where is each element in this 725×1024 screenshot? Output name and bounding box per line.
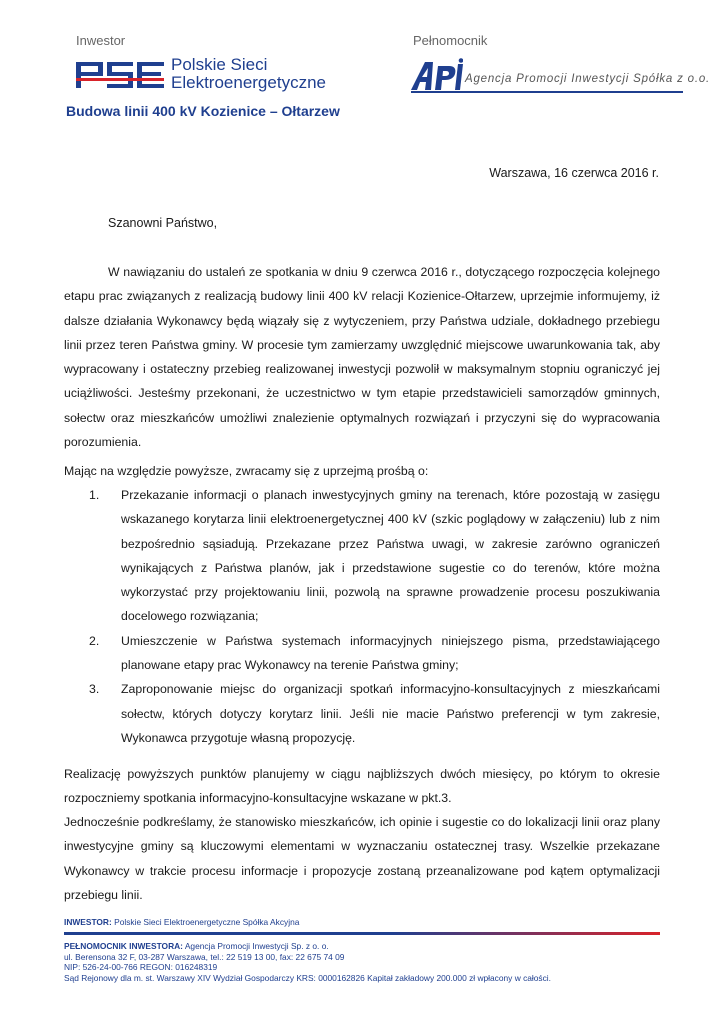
list-item-number: 2.	[89, 633, 100, 648]
footer-proxy-block	[64, 941, 664, 983]
footer-court: Sąd Rejonowy dla m. st. Warszawy XIV Wydział Gospodarczy KRS: 0000162826 Kapitał zakładowy 200.000 zł wpłacony w całości.	[64, 972, 551, 983]
footer-proxy-name: Agencja Promocji Inwestycji Sp. z o. o.	[184, 941, 329, 951]
footer-nip: NIP: 526-24-00-766 REGON: 016248319	[64, 962, 218, 972]
list-item	[64, 629, 660, 678]
list-item	[64, 677, 660, 750]
footer-investor-label: INWESTOR:	[64, 917, 112, 927]
api-underline	[411, 91, 683, 93]
list-item-text: Zaproponowanie miejsc do organizacji spotkań informacyjno-konsultacyjnych z mieszkańcami sołectw, których dotyczy korytarz linii. Jeśli nie macie Państwo preferencji w tym zakresie, Wykonawca przygotuje własną propozycję.	[121, 682, 660, 745]
pse-name-line1: Polskie Sieci	[171, 55, 268, 74]
investor-label: Inwestor	[76, 33, 126, 48]
list-intro: Mając na względzie powyższe, zwracamy się z uprzejmą prośbą o:	[64, 464, 429, 478]
list-item-text: Umieszczenie w Państwa systemach informacyjnych niniejszego pisma, przedstawiającego planowane etapy prac Wykonawcy na terenie Państwa gminy;	[121, 633, 660, 673]
list-item-text: Przekazanie informacji o planach inwestycyjnych gminy na terenach, które pozostają w zasięgu wskazanego korytarza linii elektroenergetycznej 400 kV (szkic poglądowy w załączeniu) lub z nim bezpośrednio sąsiadują. Przekazane przez Państwa uwagi, w zakresie zarówno ograniczeń wynikających z Państwa planów, jak i przedstawione sugestie co do terenów, które można wykorzystać przy projektowaniu linii, pozwolą na sprawne prowadzenie procesu poszukiwania docelowego rozwiązania;	[121, 488, 660, 624]
pse-name-line2: Elektroenergetyczne	[171, 73, 326, 92]
api-logo	[411, 58, 711, 96]
pse-mark-icon	[76, 58, 166, 94]
pse-logo	[76, 56, 346, 96]
footer-investor-name: Polskie Sieci Elektroenergetyczne Spółka Akcyjna	[114, 917, 300, 927]
letter-date: Warszawa, 16 czerwca 2016 r.	[489, 166, 659, 180]
footer-address: ul. Berensona 32 F, 03-287 Warszawa, tel.: 22 519 13 00, fax: 22 675 74 09	[64, 951, 345, 962]
salutation: Szanowni Państwo,	[108, 216, 218, 230]
list-item-number: 1.	[89, 488, 100, 502]
paragraph-closing: Jednocześnie podkreślamy, że stanowisko mieszkańców, ich opinie i sugestie co do lokalizacji linii oraz plany inwestycyjne gminy są kluczowymi elementami w wyznaczaniu ostatecznej trasy. Wszelkie przekazane Wykonawcy w trakcie procesu informacje i propozycje zostaną przeanalizowane pod kątem optymalizacji przebiegu linii.	[64, 815, 660, 902]
api-name: Agencja Promocji Inwestycji Spółka z o.o.	[465, 73, 711, 85]
list-item	[64, 483, 660, 629]
footer-investor	[64, 917, 299, 928]
footer-divider	[64, 932, 660, 935]
request-list	[64, 483, 660, 750]
project-title: Budowa linii 400 kV Kozienice – Ołtarzew	[66, 103, 340, 119]
paragraph-intro: W nawiązaniu do ustaleń ze spotkania w dniu 9 czerwca 2016 r., dotyczącego rozpoczęcia kolejnego etapu prac związanych z realizacją budowy linii 400 kV relacji Kozienice-Ołtarzew, uprzejmie informujemy, iż dalsze działania Wykonawcy będą wiązały się z wytyczeniem, przy Państwa udziale, dokładnego przebiegu linii przez teren Państwa gminy. W procesie tym zamierzamy uwzględnić miejscowe uwarunkowania tak, aby wypracowany i ostateczny przebieg realizowanej inwestycji pozwolił w maksymalnym stopniu ograniczyć jej uciążliwości. Jesteśmy przekonani, że uczestnictwo w tym etapie przedstawicieli samorządów gminnych, sołectw oraz mieszkańców umożliwi znalezienie optymalnych rozwiązań i przyczyni się do wypracowania porozumienia.	[64, 265, 660, 450]
footer-proxy-label: PEŁNOMOCNIK INWESTORA:	[64, 941, 183, 951]
api-mark-icon	[411, 58, 463, 92]
proxy-label: Pełnomocnik	[413, 33, 488, 48]
paragraph-timeline: Realizację powyższych punktów planujemy w ciągu najbliższych dwóch miesięcy, po którym to okresie rozpoczniemy spotkania informacyjno-konsultacyjne wskazane w pkt.3.	[64, 767, 660, 806]
list-item-number: 3.	[89, 682, 100, 697]
